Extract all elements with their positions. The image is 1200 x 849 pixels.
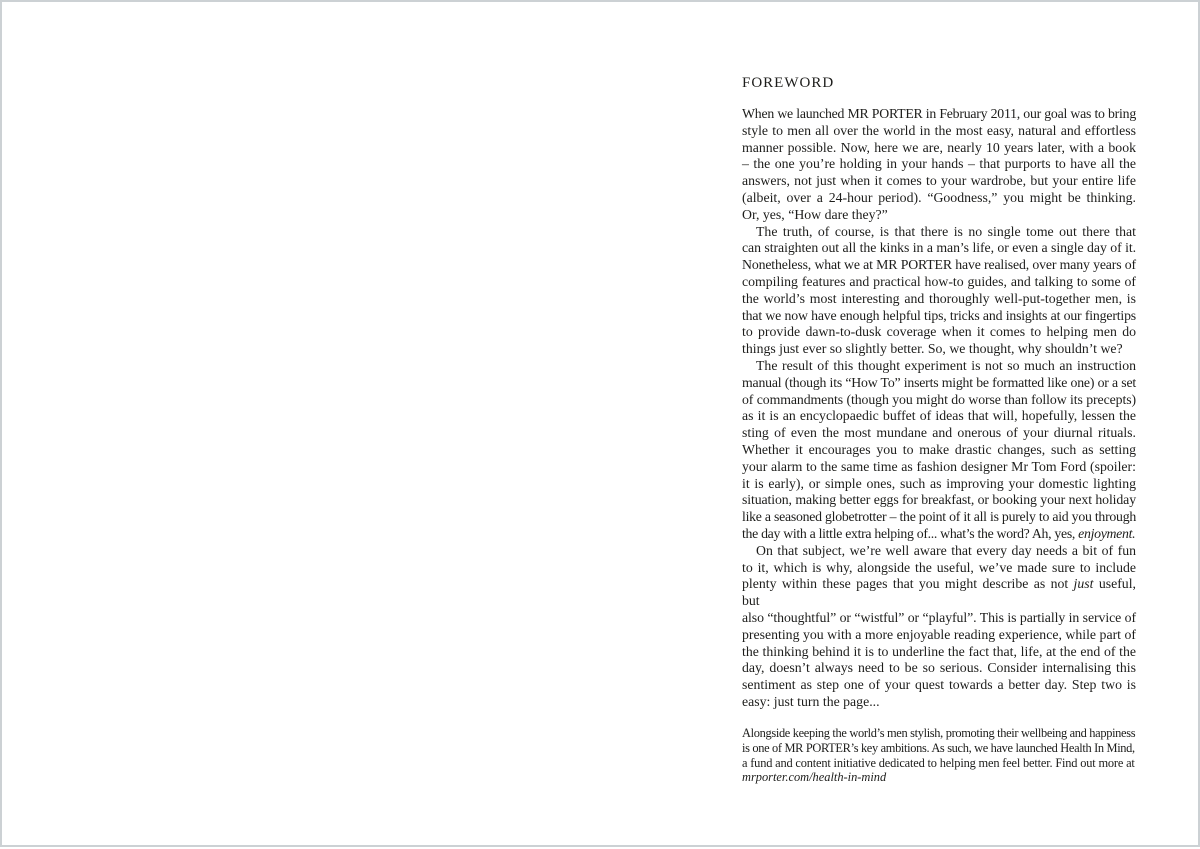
- text-line: plenty within these pages that you might describe as not just useful, but: [742, 576, 1136, 609]
- text-line: (albeit, over a 24-hour period). “Goodness,” you might be thinking.: [742, 189, 1136, 205]
- text-line: the day with a little extra helping of... what’s the word? Ah, yes, enjoyment.: [742, 525, 1136, 541]
- text-line: it is early), or simple ones, such as improving your domestic lighting: [742, 475, 1136, 491]
- text-line: mrporter.com/health-in-mind: [742, 770, 887, 785]
- text-line: day, doesn’t always need to be so serious. Consider internalising this: [742, 660, 1136, 676]
- text-line: The result of this thought experiment is not so much an instruction: [756, 357, 1136, 373]
- text-line: Alongside keeping the world’s men stylish, promoting their wellbeing and happiness: [742, 726, 1136, 740]
- footnote: [742, 726, 1136, 785]
- text-line: On that subject, we’re well aware that every day needs a bit of fun: [756, 542, 1136, 558]
- text-line: manner possible. Now, here we are, nearly 10 years later, with a book: [742, 139, 1136, 155]
- text-line: manual (though its “How To” inserts might be formatted like one) or a set: [742, 374, 1136, 390]
- text-line: – the one you’re holding in your hands – that purports to have all the: [742, 156, 1136, 172]
- text-line: to it, which is why, alongside the useful, we’ve made sure to include: [742, 559, 1136, 575]
- text-column: [742, 2, 1136, 849]
- text-line: of commandments (though you might do worse than follow its precepts): [742, 391, 1136, 407]
- text-line: a fund and content initiative dedicated to helping men feel better. Find out more at: [742, 755, 1135, 770]
- page-title: FOREWORD: [742, 75, 835, 91]
- text-line: Or, yes, “How dare they?”: [742, 206, 888, 222]
- text-line: that we now have enough helpful tips, tricks and insights at our fingertips: [742, 307, 1136, 323]
- text-line: When we launched MR PORTER in February 2011, our goal was to bring: [742, 106, 1136, 121]
- text-line: compiling features and practical how-to guides, and talking to some of: [742, 273, 1136, 289]
- text-line: style to men all over the world in the most easy, natural and effortless: [742, 122, 1136, 138]
- text-line: presenting you with a more enjoyable reading experience, while part of: [742, 626, 1136, 642]
- text-line: also “thoughtful” or “wistful” or “playful”. This is partially in service of: [742, 609, 1136, 625]
- text-line: to provide dawn-to-dusk coverage when it comes to helping men do: [742, 324, 1136, 340]
- text-line: the world’s most interesting and thoroughly well-put-together men, is: [742, 290, 1136, 306]
- text-line: your alarm to the same time as fashion designer Mr Tom Ford (spoiler:: [742, 458, 1136, 474]
- text-line: Whether it encourages you to make drastic changes, such as setting: [742, 441, 1136, 457]
- text-line: sting of even the most mundane and onerous of your diurnal rituals.: [742, 425, 1136, 441]
- text-line: is one of MR PORTER’s key ambitions. As such, we have launched Health In Mind,: [742, 740, 1135, 755]
- foreword-body: [742, 106, 1136, 711]
- text-line: Nonetheless, what we at MR PORTER have realised, over many years of: [742, 257, 1136, 273]
- text-line: the thinking behind it is to underline the fact that, life, at the end of the: [742, 643, 1136, 659]
- text-line: answers, not just when it comes to your wardrobe, but your entire life: [742, 173, 1136, 189]
- text-line: like a seasoned globetrotter – the point of it all is purely to aid you through: [742, 509, 1136, 525]
- text-line: things just ever so slightly better. So, we thought, why shouldn’t we?: [742, 341, 1123, 357]
- text-line: can straighten out all the kinks in a man’s life, or even a single day of it.: [742, 240, 1136, 256]
- text-line: situation, making better eggs for breakfast, or booking your next holiday: [742, 492, 1136, 508]
- text-line: sentiment as step one of your quest towards a better day. Step two is: [742, 677, 1136, 693]
- text-line: easy: just turn the page...: [742, 693, 880, 709]
- text-line: The truth, of course, is that there is no single tome out there that: [756, 223, 1136, 239]
- text-line: as it is an encyclopaedic buffet of ideas that will, hopefully, lessen the: [742, 408, 1136, 424]
